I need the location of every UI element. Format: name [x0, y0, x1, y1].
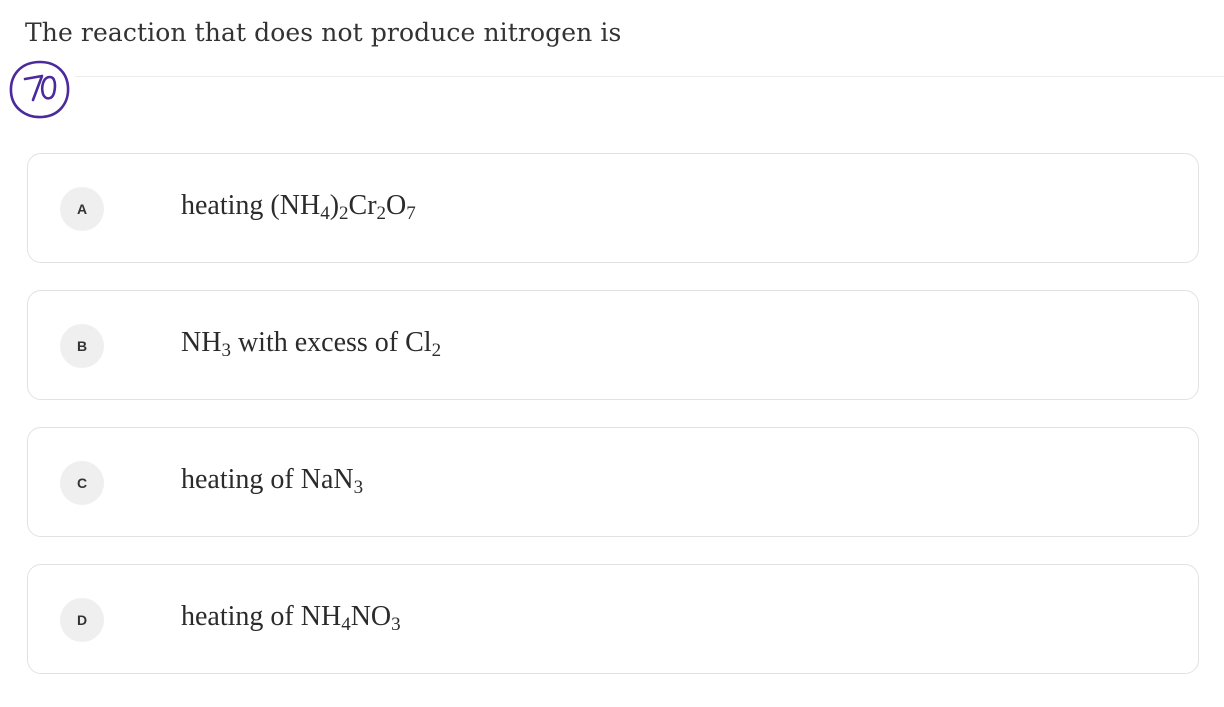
option-a[interactable] [27, 153, 1199, 263]
option-b-part: NH [181, 327, 222, 358]
option-c-badge: C [60, 461, 104, 505]
option-a-badge: A [60, 187, 104, 231]
option-a-part: heating [181, 190, 271, 221]
option-b-subscript: 2 [431, 340, 442, 361]
handwritten-annotation [6, 56, 74, 122]
option-c-text [181, 464, 363, 496]
annotation-digit-0 [42, 77, 55, 98]
option-d[interactable] [27, 564, 1199, 674]
option-d-text [181, 601, 401, 633]
option-a-subscript: 2 [376, 203, 387, 224]
option-d-subscript: 3 [391, 614, 401, 635]
option-d-part: heating of NH [181, 601, 342, 632]
option-c-subscript: 3 [353, 477, 364, 498]
option-b-part: with excess of Cl [230, 327, 432, 358]
option-a-part: O [386, 190, 407, 221]
option-a-part: (NH [270, 190, 321, 221]
option-a-subscript: 4 [320, 203, 330, 224]
option-b-badge: B [60, 324, 104, 368]
annotation-digit-7 [25, 76, 42, 100]
option-b-subscript: 3 [221, 340, 231, 361]
option-b-text [181, 327, 441, 359]
option-c-part: heating of NaN [181, 464, 354, 495]
option-d-badge: D [60, 598, 104, 642]
question-divider [75, 76, 1224, 77]
option-d-subscript: 4 [341, 614, 351, 635]
option-d-part: NO [350, 601, 392, 632]
question-text: The reaction that does not produce nitrogen is [25, 18, 622, 47]
option-a-part: Cr [348, 190, 377, 221]
option-b[interactable] [27, 290, 1199, 400]
option-a-part: ) [329, 190, 340, 221]
option-a-subscript: 2 [339, 203, 349, 224]
option-a-text [181, 190, 416, 222]
option-c[interactable] [27, 427, 1199, 537]
annotation-circle [11, 62, 68, 117]
option-a-subscript: 7 [406, 203, 416, 224]
